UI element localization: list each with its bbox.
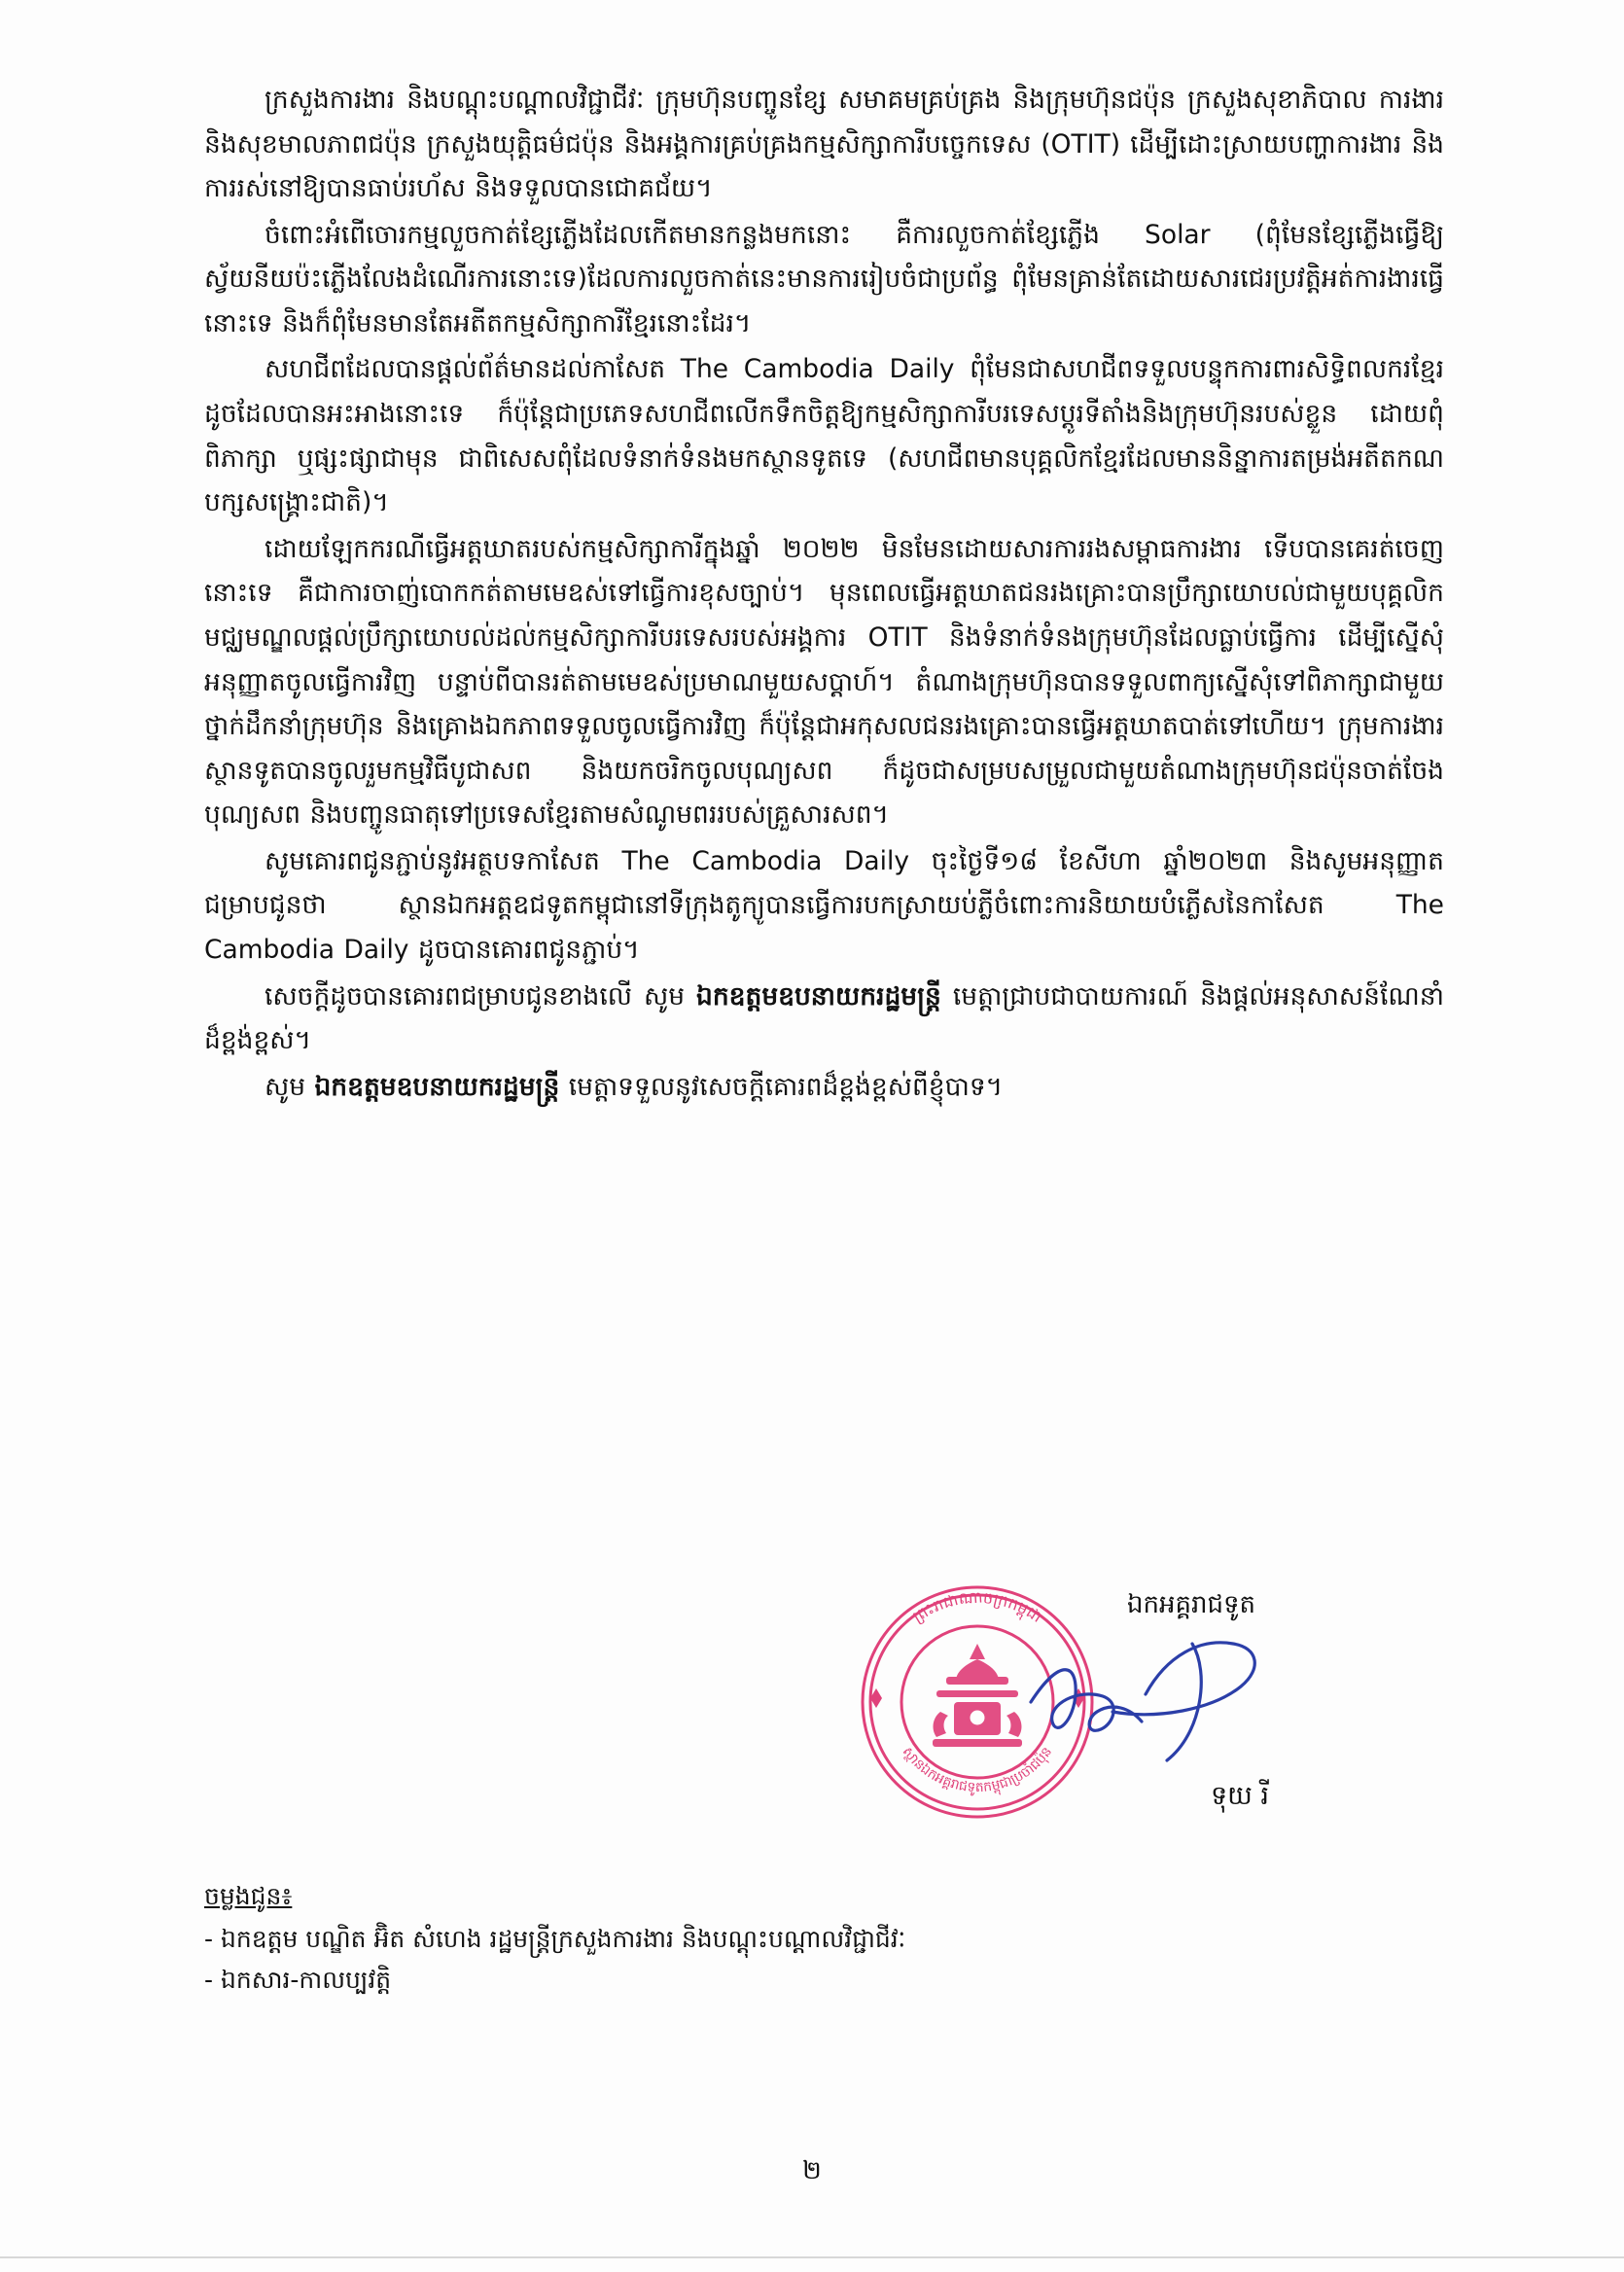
ambassador-name: ទុយ រី [1211,1781,1269,1811]
paragraph-1: ក្រសួងការងារ និងបណ្ដុះបណ្ដាលវិជ្ជាជីវៈ ក្រុមហ៊ុនបញ្ចូនខ្សែ សមាគមគ្រប់គ្រង និងក្រុមហ៊ុនជប៉ុន ក្រសួងសុខាភិបាល ការងារ និងសុខមាលភាពជប៉ុន ក្រសួងយុត្តិធម៌ជប៉ុន និងអង្គការគ្រប់គ្រងកម្មសិក្សាការីបច្ចេកទេស (OTIT) ដើម្បីដោះស្រាយបញ្ហាការងារ និងការរស់នៅឱ្យបានធាប់រហ័ស និងទទួលបានជោគជ័យ។ [204,85,1444,204]
paragraph-3: សហជីពដែលបានផ្ដល់ព័ត៌មានដល់កាសែត The Cambodia Daily ពុំមែនជាសហជីពទទួលបន្ទុកការពារសិទ្ធិពលករខ្មែរដូចដែលបានអះអាងនោះទេ ក៏ប៉ុន្តែជាប្រភេទសហជីពលើកទឹកចិត្តឱ្យកម្មសិក្សាការីបរទេសប្ដូរទីតាំងនិងក្រុមហ៊ុនរបស់ខ្លួន ដោយពុំពិភាក្សា ឬផ្សះផ្សាជាមុន ជាពិសេសពុំដែលទំនាក់ទំនងមកស្ថានទូតទេ (សហជីពមានបុគ្គលិកខ្មែរដែលមាននិន្នាការតម្រង់អតីតកណបក្សសង្គ្រោះជាតិ)។ [204,354,1444,518]
signature-title-block [1031,1585,1352,1626]
paragraph-5: សូមគោរពជូនភ្ជាប់នូវអត្ថបទកាសែត The Cambodia Daily ចុះថ្ងៃទី១៨ ខែសីហា ឆ្នាំ២០២៣ និងសូមអនុញ្ញាតជម្រាបជូនថា ស្ថានឯកអត្តឧជទូតកម្ពុជានៅទីក្រុងតូក្យូបានធ្វើការបកស្រាយប់ភ្លីចំពោះការនិយាយបំភ្លើសនៃកាសែត The Cambodia Daily ដូចបានគោរពជូនភ្ជាប់។ [204,845,1444,965]
cc-item: - ឯកសារ-កាលប្បវត្តិ [204,1966,392,1994]
cc-title: ចម្លងជូន៖ [204,1882,293,1910]
ambassador-title: ឯកអគ្គរាជទូត [1126,1590,1256,1619]
document-body [204,78,1444,1111]
svg-text:ស្ថានឯកអគ្គរាជទូតកម្ពុជាប្រចាំ: ស្ថានឯកអគ្គរាជទូតកម្ពុជាប្រចាំជប៉ុន [899,1744,1056,1796]
paragraph-6: សេចក្ដីដូចបានគោរពជម្រាបជូនខាងលើ សូម ឯកឧត្តមឧបនាយករដ្ឋមន្ត្រី មេត្តាជ្រាបជាបាយការណ៍ និងផ្ដល់អនុសាសន៍ណែនាំដ៏ខ្ពង់ខ្ពស់។ [204,980,1444,1056]
paragraph-4: ដោយឡែកករណីធ្វើអត្តឃាតរបស់កម្មសិក្សាការីក្នុងឆ្នាំ ២០២២ មិនមែនដោយសារការរងសម្ពាធការងារ ទើបបានគេរត់ចេញនោះទេ គឺជាការចាញ់បោកកត់តាមមេឧស់ទៅធ្វើការខុសច្បាប់។ មុនពេលធ្វើអត្តឃាតជនរងគ្រោះបានប្រឹក្សាយោបល់ជាមួយបុគ្គលិកមជ្ឈមណ្ឌលផ្ដល់ប្រឹក្សាយោបល់ដល់កម្មសិក្សាការីបរទេសរបស់អង្គការ OTIT និងទំនាក់ទំនងក្រុមហ៊ុនដែលធ្លាប់ធ្វើការ ដើម្បីស្នើសុំអនុញ្ញាតចូលធ្វើការវិញ បន្ទាប់ពីបានរត់តាមមេឧស់ប្រមាណមួយសប្ដាហ៍។ តំណាងក្រុមហ៊ុនបានទទួលពាក្យស្នើសុំទៅពិភាក្សាជាមួយថ្នាក់ដឹកនាំក្រុមហ៊ុន និងគ្រោងឯកភាពទទួលចូលធ្វើការវិញ ក៏ប៉ុន្តែជាអកុសលជនរងគ្រោះបានធ្វើអត្តឃាតបាត់ទៅហើយ។ ក្រុមការងារស្ថានទូតបានចូលរួមកម្មវិធីបូជាសព និងយកចរិកចូលបុណ្យសព ក៏ដូចជាសម្របសម្រួលជាមួយតំណាងក្រុមហ៊ុនជប៉ុនចាត់ចែងបុណ្យសព និងបញ្ចូនធាតុទៅប្រទេសខ្មែរតាមសំណូមពររបស់គ្រួសារសព។ [204,533,1444,831]
page-number: ២ [802,2156,822,2185]
page-bottom-divider [0,2256,1624,2258]
paragraph-7: សូម ឯកឧត្តមឧបនាយករដ្ឋមន្ត្រី មេត្តាទទួលនូវសេចក្ដីគោរពដ៏ខ្ពង់ខ្ពស់ពីខ្ញុំបាទ។ [265,1071,1004,1102]
svg-text:ព្រះរាជាណាចក្រកម្ពុជា: ព្រះរាជាណាចក្រកម្ពុជា [909,1587,1046,1626]
paragraph-2: ចំពោះអំពើចោរកម្មលួចកាត់ខ្សែភ្លើងដែលកើតមានកន្លងមកនោះ គឺការលួចកាត់ខ្សែភ្លើង Solar (ពុំមែនខ្សែភ្លើងធ្វើឱ្យស្វ័យនីយប៉ះភ្លើងលែងដំណើរការនោះទេ)ដែលការលួចកាត់នេះមានការរៀបចំជាប្រព័ន្ធ ពុំមែនគ្រាន់តែដោយសារជេរប្រវត្តិអត់ការងារធ្វើនោះទេ និងក៏ពុំមែនមានតែអតីតកម្មសិក្សាការីខ្មែរនោះដែរ។ [204,219,1444,338]
cc-item: - ឯកឧត្តម បណ្ឌិត អ៊ិត សំហេង រដ្ឋមន្ត្រីក្រសួងការងារ និងបណ្ដុះបណ្ដាលវិជ្ជាជីវៈ [204,1925,906,1953]
cc-list [204,1877,905,2002]
